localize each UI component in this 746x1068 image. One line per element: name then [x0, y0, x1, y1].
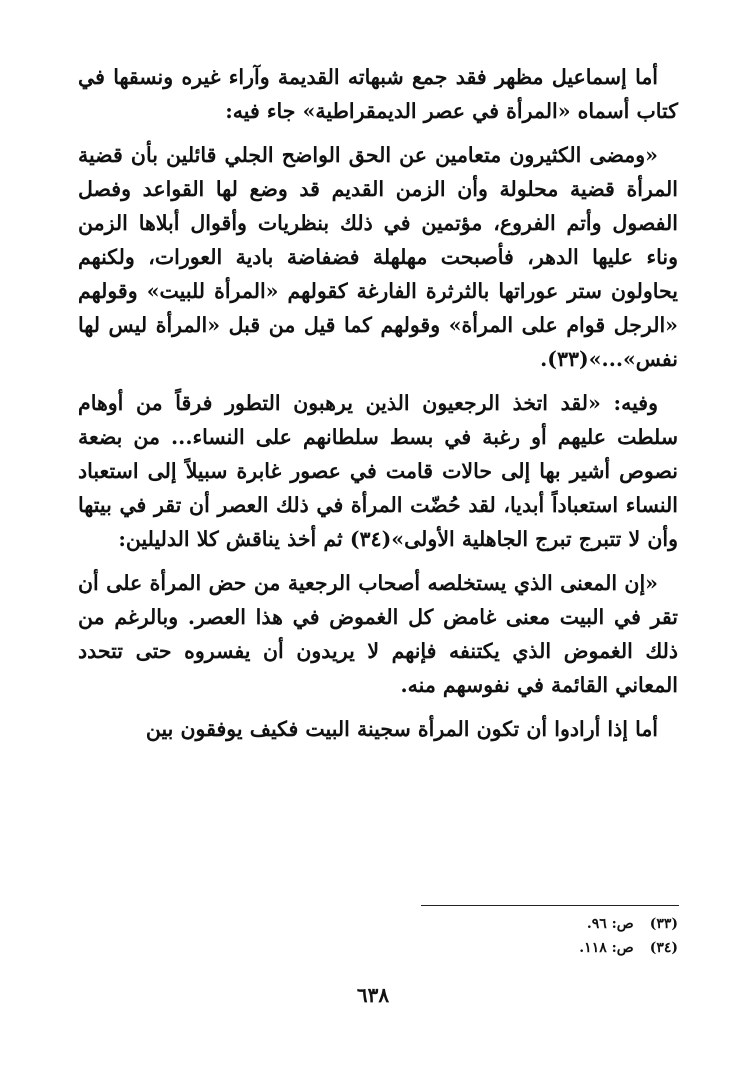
main-text: [78, 60, 678, 746]
paragraph-2-text: «ومضى الكثيرون متعامين عن الحق الواضح الجلي قائلين بأن قضية المرأة قضية محلولة وأن الزمن القديم قد وضع لها القواعد وفصل الفصول وأتم الفروع، مؤتمين في ذلك بنظريات وأقوال أبلاها الزمن وناء عليها الدهر، فأصبحت مهلهلة فضفاضة بادية العورات، ولكنهم يحاولون ستر عوراتها بالثرثرة الفارغة كقولهم «المرأة للبيت» وقولهم «الرجل قوام على المرأة» وقولهم كما قيل من قبل «المرأة ليس لها نفس»...»(٣٣).: [78, 143, 678, 371]
page-number: ٦٣٨: [356, 983, 390, 1007]
paragraph-2-quote: [78, 138, 678, 376]
paragraph-1: [78, 60, 678, 128]
footnote-33: [418, 912, 678, 936]
footnotes: [418, 912, 678, 960]
paragraph-5: [78, 712, 678, 746]
paragraph-3: [78, 386, 678, 556]
paragraph-4-text: «إن المعنى الذي يستخلصه أصحاب الرجعية من حض المرأة على أن تقر في البيت معنى غامض كل الغموض في هذا العصر. وبالرغم من ذلك الغموض الذي يكتنفه فإنهم لا يريدون أن يفسروه حتى تتحدد المعاني القائمة في نفوسهم منه.: [78, 571, 678, 697]
footnote-divider: [421, 905, 679, 906]
footnote-33-mark: (٣٣): [649, 916, 678, 932]
paragraph-5-text: أما إذا أرادوا أن تكون المرأة سجينة البيت فكيف يوفقون بين: [145, 717, 658, 741]
footnote-34: [418, 936, 678, 960]
paragraph-4-quote: [78, 566, 678, 702]
paragraph-1-text: أما إسماعيل مظهر فقد جمع شبهاته القديمة وآراء غيره ونسقها في كتاب أسماه «المرأة في عصر الديمقراطية» جاء فيه:: [78, 65, 678, 123]
footnote-34-text: ص: ١١٨.: [579, 940, 634, 956]
footnote-33-text: ص: ٩٦.: [586, 916, 634, 932]
paragraph-3-text: وفيه: «لقد اتخذ الرجعيون الذين يرهبون التطور فرقاً من أوهام سلطت عليهم أو رغبة في بسط سلطانهم على النساء... من بضعة نصوص أشير بها إلى حالات قامت في عصور غابرة سبيلاً إلى استعباد النساء استعباداً أبديا، لقد حُضّت المرأة في ذلك العصر أن تقر في بيتها وأن لا تتبرج تبرج الجاهلية الأولى»(٣٤) ثم أخذ يناقش كلا الدليلين:: [78, 391, 678, 551]
footnote-34-mark: (٣٤): [649, 940, 678, 956]
